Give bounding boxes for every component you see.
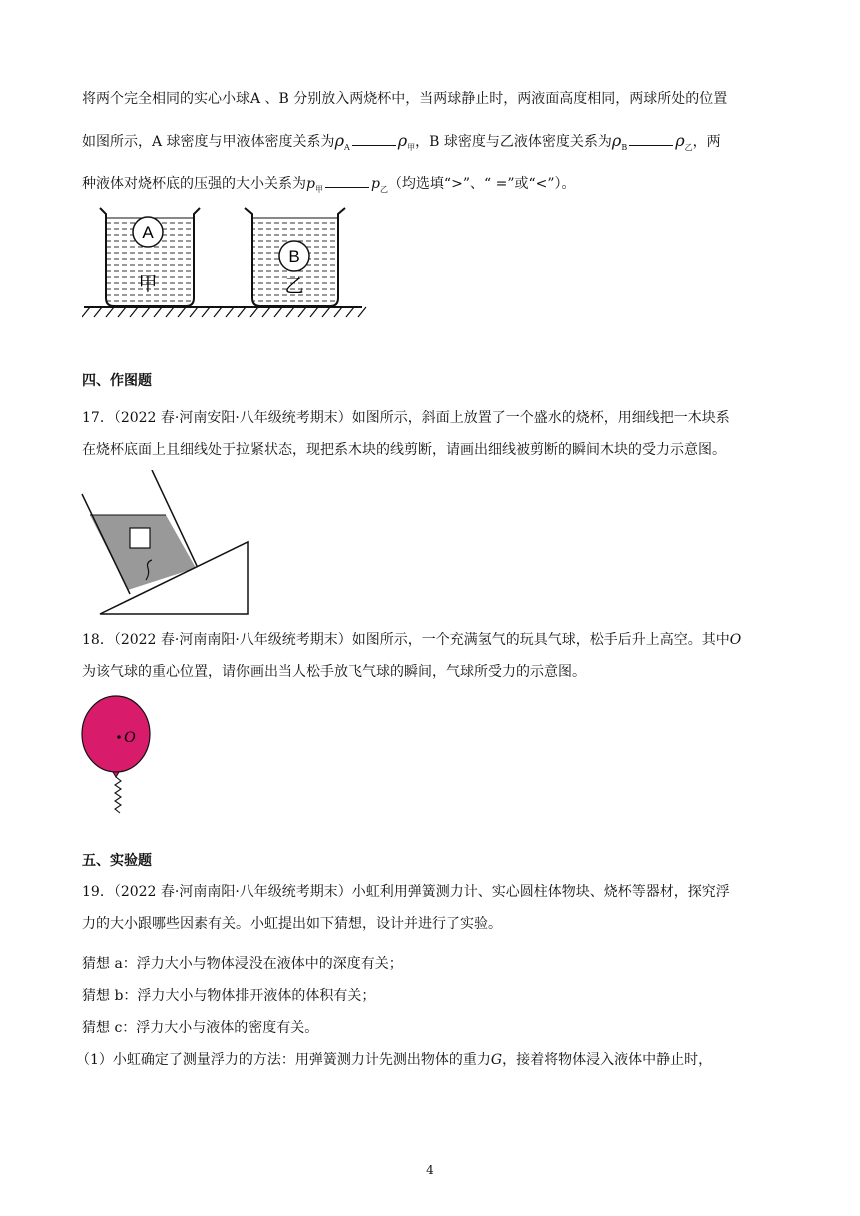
center-point: [117, 735, 121, 739]
rho-yi-subscript: 乙: [684, 142, 693, 152]
rho-symbol: ρ: [675, 131, 685, 150]
beaker-yi: [245, 208, 345, 306]
beakers-figure: [82, 202, 372, 322]
q16-line2-text-b: ，B 球密度与乙液体密度关系为: [415, 134, 612, 150]
q18-line1: [82, 630, 741, 650]
guess-b: 猜想 b：浮力大小与物体排开液体的体积有关；: [82, 988, 376, 1004]
answer-blank-2[interactable]: [629, 131, 673, 146]
balloon: [82, 696, 150, 772]
ground-line: [82, 307, 366, 317]
rho-jia-subscript: 甲: [407, 142, 416, 152]
ball-a-label: A: [142, 223, 154, 242]
q19-part1: [76, 1050, 712, 1070]
q19-line2: 力的大小跟哪些因素有关。小虹提出如下猜想，设计并进行了实验。: [82, 916, 502, 932]
answer-blank-1[interactable]: [352, 131, 396, 146]
q19-part1-text-b: ，接着将物体浸入液体中静止时，: [502, 1052, 713, 1068]
q18-line2: 为该气球的重心位置，请你画出当人松手放飞气球的瞬间，气球所受力的示意图。: [82, 664, 586, 680]
page-number: 4: [426, 1163, 434, 1177]
q19-line1: 19．（2022 春·河南南阳·八年级统考期末）小虹利用弹簧测力计、实心圆柱体物块、烧杯等器材，探究浮: [82, 884, 730, 900]
q16-line1: 将两个完全相同的实心小球A 、B 分别放入两烧杯中，当两球静止时，两液面高度相同，两球所处的位置: [82, 91, 728, 107]
pressure-symbol: p: [370, 176, 380, 192]
center-o-symbol: O: [729, 632, 742, 648]
wood-block: [130, 528, 150, 548]
p-jia-subscript: 甲: [314, 184, 323, 194]
q16-line2: [82, 131, 721, 158]
p-yi-subscript: 乙: [379, 184, 388, 194]
q16-line2-text-a: 如图所示，A 球密度与甲液体密度关系为: [82, 134, 335, 150]
section-heading-experiment: 五、实验题: [82, 853, 152, 869]
liquid-yi-label: 乙: [284, 275, 304, 297]
incline-beaker-figure: [80, 470, 255, 618]
q16-line3: [82, 173, 576, 200]
gravity-symbol: G: [490, 1052, 503, 1068]
q18-line1-text: 18．（2022 春·河南南阳·八年级统考期末）如图所示，一个充满氢气的玩具气球，松手后升上高空。其中: [82, 632, 730, 648]
q16-line3-text-b: （均选填“>”、“ =”或“<”）。: [387, 176, 576, 192]
rho-symbol: ρ: [611, 131, 622, 150]
answer-blank-3[interactable]: [325, 173, 369, 188]
q17-line1: 17．（2022 春·河南安阳·八年级统考期末）如图所示，斜面上放置了一个盛水的烧杯，用细线把一木块系: [82, 410, 730, 426]
balloon-figure: [80, 694, 160, 824]
rho-a-subscript: A: [343, 142, 350, 152]
rho-symbol: ρ: [334, 131, 344, 150]
ball-b-label: B: [288, 247, 300, 266]
rho-symbol: ρ: [397, 131, 408, 150]
pressure-symbol: p: [306, 176, 315, 192]
q19-part1-text-a: （1）小虹确定了测量浮力的方法：用弹簧测力计先测出物体的重力: [76, 1052, 491, 1068]
q16-line2-text-c: ，两: [692, 134, 721, 150]
beaker-jia: [100, 208, 200, 306]
section-heading-drawing: 四、作图题: [82, 373, 152, 389]
q16-line3-text-a: 种液体对烧杯底的压强的大小关系为: [82, 176, 306, 192]
q17-line2: 在烧杯底面上且细线处于拉紧状态，现把系木块的线剪断，请画出细线被剪断的瞬间木块的受力示意图。: [82, 442, 726, 458]
liquid-jia-label: 甲: [138, 273, 158, 295]
balloon-string: [115, 777, 121, 813]
guess-a: 猜想 a：浮力大小与物体浸没在液体中的深度有关；: [82, 956, 403, 972]
guess-c: 猜想 c：浮力大小与液体的密度有关。: [82, 1020, 319, 1036]
center-label: O: [124, 729, 136, 746]
rho-b-subscript: B: [621, 142, 628, 152]
